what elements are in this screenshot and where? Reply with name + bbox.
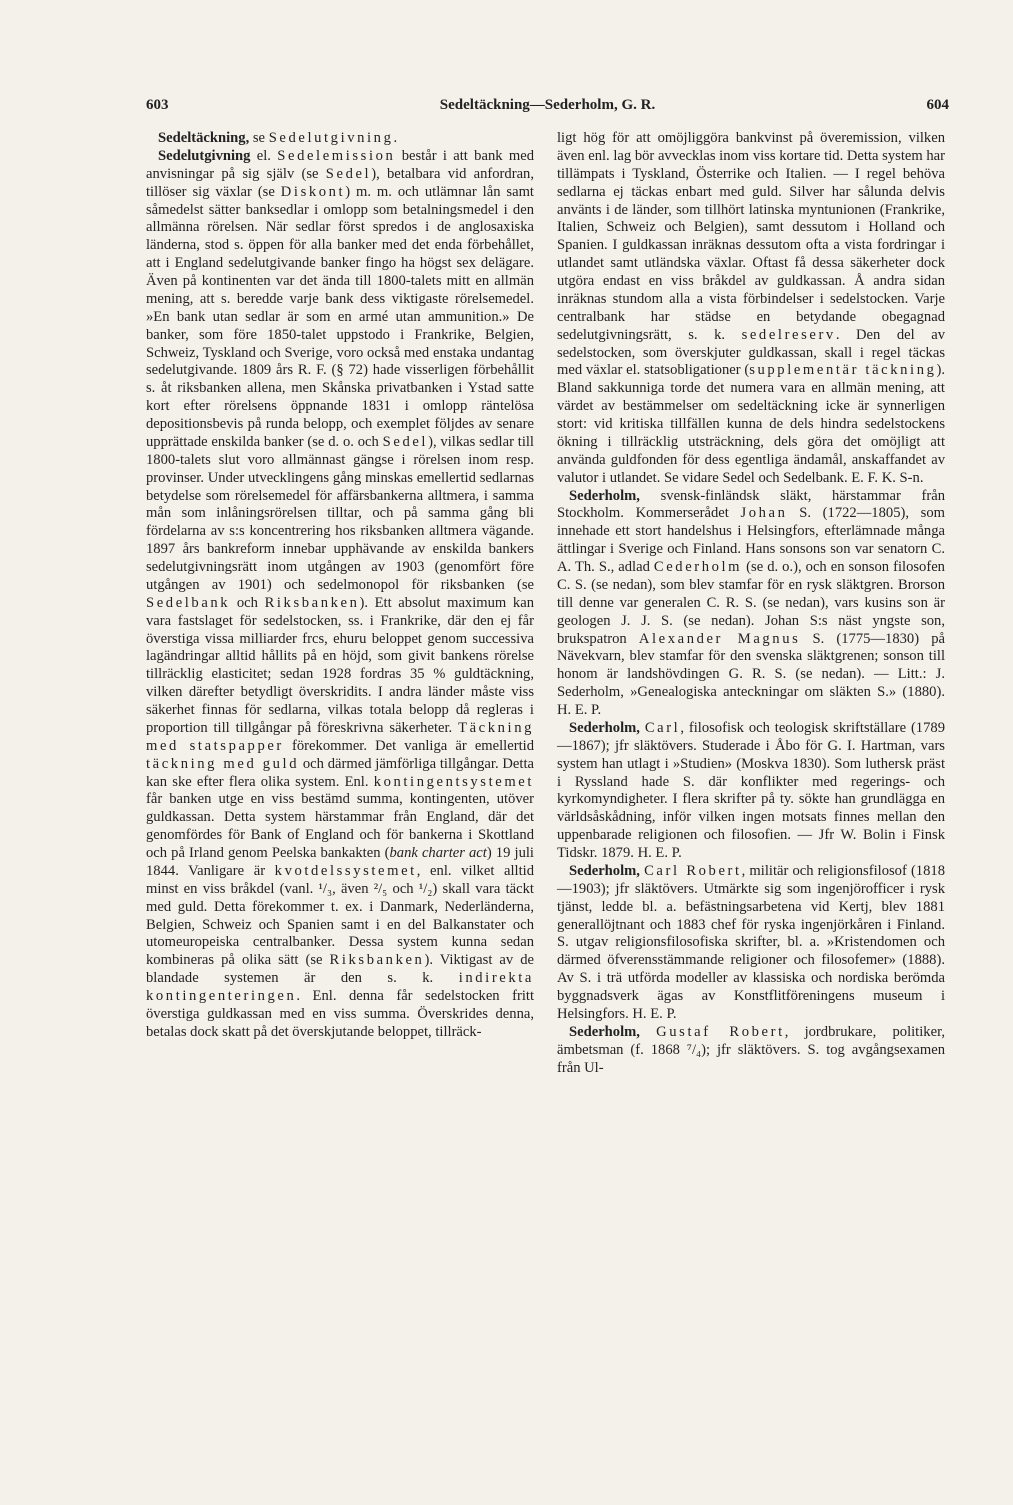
cross-reference: Sedel: [382, 433, 429, 450]
entry-text: (se d. o.), och en sonson filosofen C. S. (se nedan), som blev stamfar för en rysk släktgren. Brorson till denne var generalen C. R. S. (se nedan), vars kusins son är geologen J. J. S. (se nedan). Johan S:s näst yngste son, brukspatron: [557, 559, 945, 647]
spaced-term: sedelreserv: [741, 326, 836, 343]
headword: Sedelutgivning: [158, 147, 251, 164]
headword: Sederholm,: [569, 719, 640, 736]
spaced-name: Cederholm: [653, 559, 743, 575]
entry-text: ). Bland sakkunniga torde det numera vara en allmän mening, att värdet av bestämmelser om sedeltäckning icke är synnerligen stort: vid kritiska tillfällen kunna de dels hindra sedelstockens ökning i tillräcklig utsträckning, dels göra det omöjligt att använda guldfonden för dess egentliga ändamål, anskaffandet av valutor i utlandet. Se vidare: [557, 362, 946, 486]
running-title: Sedeltäckning—Sederholm, G. R.: [439, 97, 656, 113]
entry-sederholm-carl-robert: [557, 863, 945, 1024]
cross-reference: Sedelbank: [783, 469, 844, 486]
entry-text: och därmed jämförliga tillgångar. Detta kan ske efter flera olika system. Enl.: [146, 755, 534, 790]
entry-text: ). Ett absolut maximum kan vara fastslaget för sedelstocken, ss. i Frankrike, där den ej får överstiga vissa milliarder frcs, ehuru beloppet genom successiva lagändringar alltid hållits på en höjd, som givit bankens rörelse tillräcklig elasticitet; sedan 1928 fordras 35 % guldtäckning, vilken därefter betydligt överskridits. I andra länder måste viss säkerhet finnas för sedlarna, vilkas totala belopp då regleras i proportion till tillgångar på föreskrivna säkerheter.: [146, 594, 534, 736]
entry-text: , enl. vilket alltid minst en viss bråkdel (vanl. ¹/₃, även ²/₅ och ¹/₂) skall vara täckt med guld. Detta förekommer t. ex. i Danmark, Nederländerna, Belgien, Schweiz och Spanien samt i en del Balkanstater och utomeuropeiska centralbanker. Dessa system kunna sedan kombineras på olika sätt (se: [146, 862, 534, 969]
entry-text: förekommer. Det vanliga är emellertid: [283, 737, 534, 754]
entry-text: , militär och religionsfilosof (1818—1903); jfr släktövers. Utmärkte sig som ingenjörofficer i rysk tjänst, ledde bl. a. befästningsarbetena vid Kertj, blev 1881 generallöjtnant och 1883 chef för ryska ingenjörkåren i Finland. S. utgav religionsfilosofiska skrifter, bl. a. »Kristendomen och därmed öfverensstämmande religioner och filosofemer» (1888). Av S. i trä utförda modeller av klassiska och nordiska berömda byggnadsverk ägas av Konstflitföreningens museum i Helsingfors. H. E. P.: [557, 862, 945, 1022]
entry-text: och: [754, 469, 784, 486]
entry-text: , filosofisk och teologisk skriftställare (1789—1867); jfr släktövers. Studerade i Åbo för G. I. Hartman, vars system han utlagt i »Studien» (Moskva 1830). Som luthersk präst i Ryssland hade S. där konflikter med regerings- och kyrkomyndigheter. I flera skrifter på ty. sökte han grundlägga en världsåskådning, inför vilken ingen motsats finnes mellan den uppenbarade religionen och filosofien. — Jfr W. Bolin i Finsk Tidskr. 1879. H. E. P.: [557, 719, 945, 861]
entry-continuation: [557, 130, 945, 488]
page-number-right: 604: [926, 97, 949, 113]
entry-text: ) m. m. och utlämnar lån samt såmedelst sätter banksedlar i omlopp som betalningsmedel i den allmänna rörelsen. När sedlar först spredos i de anglosaxiska länderna, stod s. öppen för alla banker med det enda förbehållet, att i England sedelutgivande banker fingo ha högst sex delägare. Även på kontinenten var det ända till 1800-talets mitt en allmän mening, att s. beredde varje bank dess viktigaste rörelsemedel. »En bank utan sedlar är som en armé utan ammunition.» De banker, som före 1850-talet uppstodo i Frankrike, Belgien, Schweiz, Tyskland och Sverige, voro också med enstaka undantag sedelutgivande. 1809 års R. F. (§ 72) hade visserligen förbehållit s. åt riksbanken allena, men Skånska privatbanken i Ystad satte kort efter rörelsens öppnande 1831 i omlopp räntelösa depositionsbevis på runda belopp, och exemplet följdes av senare upprättade enskilda banker (se d. o. och: [146, 183, 534, 450]
entry-text: ), vilkas sedlar till 1800-talets slut voro allmännast gängse i rörelsen inom resp. provinser. Under utvecklingens gång minskas emellertid sedlarnas betydelse som rörelsemedel för affärsbankerna alltmera, i samma mån som inlåningsrörelsen tilltar, och på samma gång bli fördelarna av s:s koncentrering hos riksbanken alltmera vägande. 1897 års bankreform innebar upphävande av enskilda bankers sedelutgivningsrätt inom utgången av 1903 (genomfört före utgången av 1901) och sedelmonopol för riksbanken (se: [146, 433, 534, 593]
entry-text: se: [249, 130, 269, 146]
entry-text: S. (1722—1805), som innehade ett stort handelshus i Helsingfors, efterlämnade många ättlingar i Sverige och Finland. Hans sonsons son var senatorn C. A. Th. S., adlad: [557, 505, 946, 575]
headword: Sederholm,: [569, 487, 640, 504]
spaced-name: Carl: [644, 719, 681, 736]
entry-sederholm-family: [557, 488, 945, 720]
headword: Sederholm,: [569, 1023, 640, 1040]
entry-text: S. (1775—1830) på Nävekvarn, blev stamfar för den svenska släktgrenen; sonson till honom är landshövdingen G. R. S. (se nedan). — Litt.: J. Sederholm, »Genealogiska anteckningar om släkten S.» (1880). H. E. P.: [557, 630, 945, 718]
entry-sedelutgivning: [146, 148, 534, 1042]
headword: Sedeltäckning,: [158, 130, 250, 146]
spaced-name: Johan: [740, 505, 788, 522]
cross-reference: Sedelutgivning: [268, 130, 394, 146]
spaced-term: Sedelemission: [277, 147, 396, 164]
headword: Sederholm,: [569, 862, 640, 879]
entry-text: ). Viktigast av de blandade systemen är den s. k.: [146, 952, 534, 987]
entry-text: ), betalbara vid anfordran, tillöser sig växlar (se: [146, 165, 534, 200]
entry-text: . E. F. K. S-n.: [843, 469, 924, 486]
entry-text: .: [393, 130, 398, 146]
italic-term: bank charter act: [389, 845, 487, 861]
entry-text: . Enl. denna får sedelstocken fritt överstiga guldkassan med en viss summa. Överskrides denna, betalas dock skatt på det överskjutande beloppet, tillräck-: [146, 988, 534, 1040]
entry-text: får banken utge en viss bestämd summa, kontingenten, utöver guldkassan. Detta system härstammar från England, där det genomfördes för Bank of England och för bankerna i Skottland och på Irland genom Peelska bankakten (: [146, 791, 534, 861]
spaced-term: täckning med guld: [146, 755, 300, 772]
spaced-term: indirekta kontingenteringen: [146, 970, 534, 1004]
entry-text: . Den del av sedelstocken, som överskjuter guldkassan, skall i regel täckas med växlar el. statsobligationer (: [557, 326, 945, 379]
cross-reference: Diskont: [280, 183, 346, 200]
spaced-name: Gustaf Robert: [656, 1023, 785, 1040]
entry-sederholm-carl: [557, 720, 945, 863]
entry-text: svensk-finländsk släkt, härstammar från Stockholm. Kommerserådet: [557, 487, 945, 522]
entry-text: och: [230, 594, 265, 611]
spaced-name: Carl Robert: [644, 862, 742, 879]
cross-reference: Riksbanken: [329, 952, 425, 969]
spaced-term: kontingentsystemet: [373, 773, 534, 790]
right-column: [557, 130, 945, 1077]
spaced-term: Täckning med statspapper: [146, 719, 534, 754]
page-header: [146, 97, 949, 117]
entry-sederholm-gustaf-robert: [557, 1024, 945, 1078]
left-column: [146, 130, 534, 1042]
cross-reference: Sedel: [325, 165, 372, 182]
spaced-name: Alexander Magnus: [638, 630, 801, 647]
entry-text: , jordbrukare, politiker, ämbetsman (f. 1868 ⁷/₄); jfr släktövers. S. tog avgångsexamen från Ul-: [557, 1023, 945, 1076]
spaced-term: kvotdelssystemet: [274, 862, 417, 879]
entry-text: består i att bank med anvisningar på sig själv (se: [146, 147, 534, 182]
entry-text: el.: [250, 147, 278, 164]
entry-text: ligt hög för att omöjliggöra bankvinst på överemission, vilken även enl. lag bör avvecklas inom viss kortare tid. Detta system har tillämpats i Tyskland, Österrike och Italien. — I regel behöva sedlarna ej täckas enbart med guld. Silver har sålunda delvis använts i de länder, som tillhört latinska myntunionen (Frankrike, Italien, Schweiz och Belgien), samt dessutom i Holland och Spanien. I guldkassan inräknas dessutom ofta a vista fordringar i utlandet samt utländska växlar. Oftast få dessa säkerheter dock utgöra endast en viss bråkdel av guldkassan. Å andra sidan inräknas stundom alla a vista förbindelser i sedelstocken. Varje centralbank har städse en betydande obegagnad sedelutgivningsrätt, s. k.: [557, 130, 945, 343]
entry-sedeltackning: [146, 130, 534, 148]
entry-text: ) 19 juli 1844. Vanligare är: [146, 845, 534, 879]
cross-reference: Sedelbank: [146, 594, 231, 611]
cross-reference: Sedel: [722, 469, 755, 486]
spaced-term: supplementär täckning: [749, 362, 937, 379]
page-number-left: 603: [146, 97, 169, 113]
cross-reference: Riksbanken: [264, 594, 360, 611]
